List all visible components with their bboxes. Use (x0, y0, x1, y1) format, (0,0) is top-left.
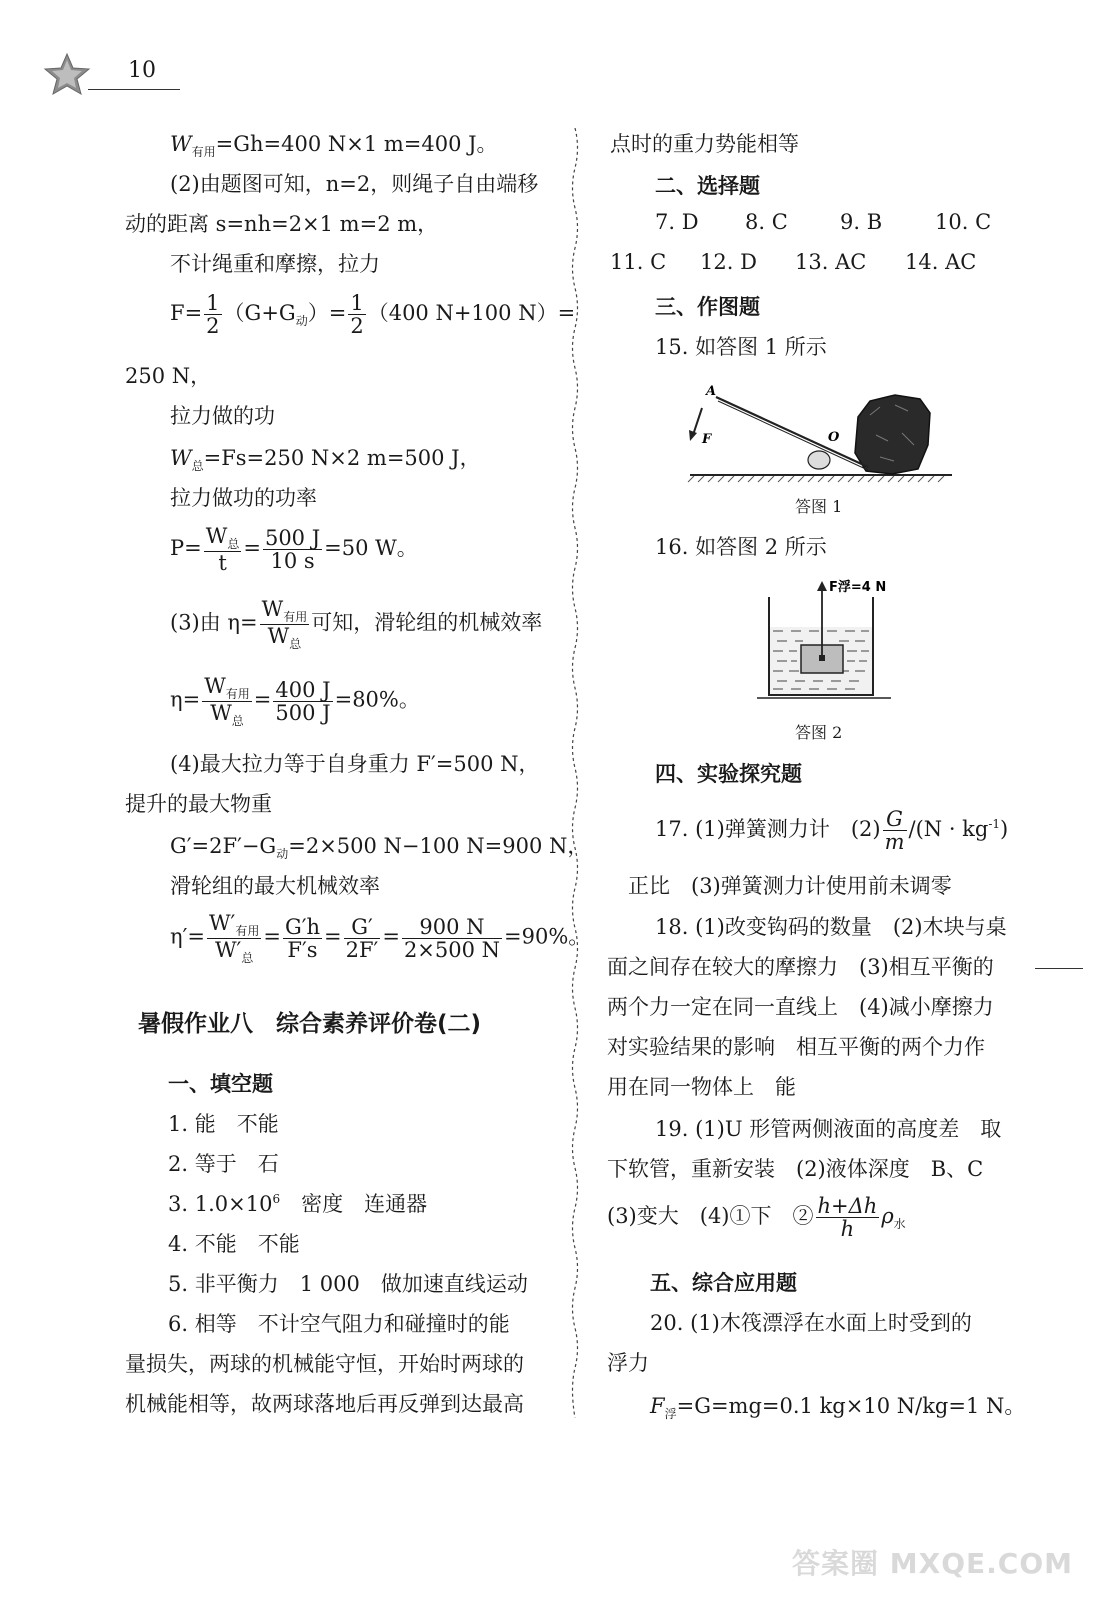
answer-3: 3. $1.0\times 10^6$ 密度 连通器 (168, 1192, 428, 1216)
fig1-fulcrum-stone (808, 451, 830, 469)
left-line-15: $G'=2F'-G_动=2\times 500$ N−100 N=900 N， (170, 834, 589, 861)
page-number: 10 (128, 58, 156, 83)
answer-19-line-1: 19. (1)U 形管两侧液面的高度差 取 (655, 1117, 1002, 1141)
left-line-16: 滑轮组的最大机械效率 (170, 874, 380, 898)
choice-11: 11. C (610, 250, 667, 274)
answer-18-line-5: 用在同一物体上 能 (607, 1075, 796, 1099)
left-line-6: 250 N， (125, 364, 212, 388)
left-line-12: η= $\frac{W_{有用}}{W_总}$ = $\frac{400 J}{500 J}$ =80%。 (170, 674, 420, 728)
left-line-1: $W_{有用}=Gh=400$ N×1 m=400 J。 (170, 132, 498, 159)
fig1-label-a: A (706, 384, 717, 399)
fill-heading: 一、填空题 (168, 1072, 273, 1096)
right-line-1: 点时的重力势能相等 (610, 132, 799, 156)
section-title: 暑假作业八 综合素养评价卷(二) (138, 1011, 482, 1037)
choice-10: 10. C (935, 210, 992, 234)
answer-18-line-2: 面之间存在较大的摩擦力 (3)相互平衡的 (607, 955, 994, 979)
answer-2: 2. 等于 石 (168, 1152, 279, 1176)
answer-6-line-3: 机械能相等，故两球落地后再反弹到达最高 (125, 1392, 524, 1416)
answer-19-line-3: (3)变大 (4)①下 ② $\frac{h+\Delta h}{h}$ $\rho_水$ (607, 1194, 906, 1242)
choice-12: 12. D (700, 250, 757, 274)
answer-6-line-1: 6. 相等 不计空气阻力和碰撞时的能 (168, 1312, 510, 1336)
answer-20-line-1: 20. (1)木筏漂浮在水面上时受到的 (650, 1311, 972, 1335)
answer-20-line-3: $F_浮=G=mg=0.1$ kg×10 N/kg=1 N。 (650, 1394, 1026, 1421)
apply-heading: 五、综合应用题 (650, 1271, 797, 1295)
answer-18-line-1: 18. (1)改变钩码的数量 (2)木块与桌 (655, 915, 1007, 939)
watermark: 答案圈 MXQE.COM (792, 1547, 1073, 1580)
answer-17-line-2: 正比 (3)弹簧测力计使用前未调零 (628, 874, 952, 898)
fig1-label-o: O (828, 430, 840, 445)
fig1-force-arrow (693, 408, 702, 435)
figure-2-caption: 答图 2 (795, 723, 843, 742)
margin-line (1035, 968, 1083, 969)
fig1-rock (855, 395, 930, 474)
answer-16: 16. 如答图 2 所示 (655, 535, 827, 559)
choice-7: 7. D (655, 210, 699, 234)
figure-1-lever (680, 375, 955, 485)
answer-6-line-2: 量损失，两球的机械能守恒，开始时两球的 (125, 1352, 524, 1376)
fig1-lever-bar (716, 397, 868, 467)
left-line-14: 提升的最大物重 (125, 792, 272, 816)
answer-17-line-1: 17. (1)弹簧测力计 (2) $\frac{G}{m}$ $/(N \cdot kg^{-1})$ (655, 807, 1009, 855)
answer-5: 5. 非平衡力 1 000 做加速直线运动 (168, 1272, 528, 1296)
fig1-label-f: F (702, 432, 712, 447)
star-icon (42, 52, 92, 96)
left-line-9: 拉力做功的功率 (170, 486, 317, 510)
choice-13: 13. AC (795, 250, 867, 274)
left-line-8: $W_总=Fs=250$ N×2 m=500 J， (170, 446, 481, 473)
answer-18-line-3: 两个力一定在同一直线上 (4)减小摩擦力 (607, 995, 994, 1019)
left-line-7: 拉力做的功 (170, 404, 275, 428)
answer-4: 4. 不能 不能 (168, 1232, 300, 1256)
header-rule (88, 89, 180, 90)
left-line-2: (2)由题图可知，n=2，则绳子自由端移 (170, 172, 539, 196)
figure-1-caption: 答图 1 (795, 497, 843, 516)
left-line-5: F= $\frac{1}{2}$ $(G+G_动)=$ $\frac{1}{2}$ （400 N+100 N）= (170, 291, 576, 339)
left-line-10: P= $\frac{W_总}{t}$ = $\frac{500 J}{10 s}$ =50 W。 (170, 524, 418, 575)
answer-19-line-2: 下软管，重新安装 (2)液体深度 B、C (607, 1157, 984, 1181)
figure-2-buoyancy (755, 575, 895, 710)
answer-15: 15. 如答图 1 所示 (655, 335, 827, 359)
left-line-13: (4)最大拉力等于自身重力 F′=500 N， (170, 752, 540, 776)
left-line-17: η′= $\frac{W'_{有用}}{W'_总}$ = $\frac{G'h}{F's}$ = $\frac{G'}{2F'}$ = $\frac{900 N}{2\times 500 N}$ =90%。 (170, 911, 590, 965)
left-line-11: (3)由 η= $\frac{W_{有用}}{W_总}$ 可知，滑轮组的机械效率 (170, 597, 543, 651)
left-line-3: 动的距离 s=nh=2×1 m=2 m， (125, 212, 439, 236)
fig2-force-label: F浮=4 N (829, 580, 887, 595)
left-line-4: 不计绳重和摩擦，拉力 (170, 252, 380, 276)
experiment-heading: 四、实验探究题 (655, 762, 802, 786)
choice-9: 9. B (840, 210, 883, 234)
choice-heading: 二、选择题 (655, 174, 760, 198)
answer-20-line-2: 浮力 (607, 1351, 649, 1375)
choice-14: 14. AC (905, 250, 977, 274)
choice-8: 8. C (745, 210, 788, 234)
answer-1: 1. 能 不能 (168, 1112, 279, 1136)
answer-18-line-4: 对实验结果的影响 相互平衡的两个力作 (607, 1035, 985, 1059)
draw-heading: 三、作图题 (655, 295, 760, 319)
